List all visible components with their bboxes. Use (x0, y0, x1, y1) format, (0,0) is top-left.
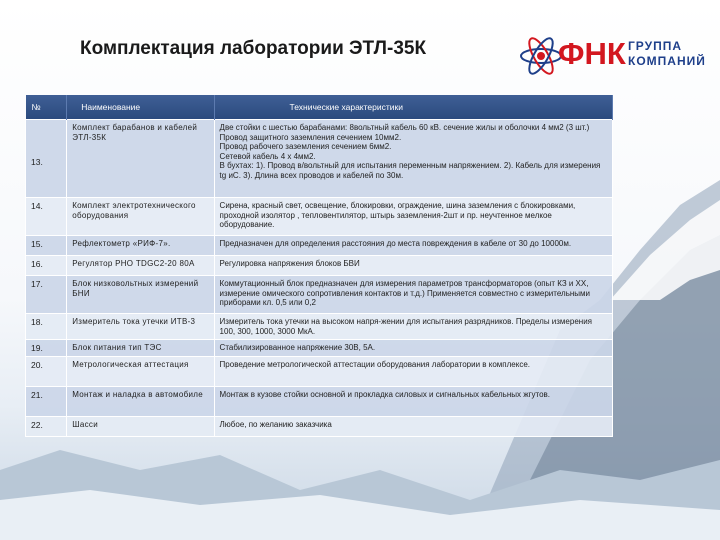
row-name: Измеритель тока утечки ИТВ-3 (67, 314, 214, 340)
equipment-table (25, 95, 613, 437)
table-row (26, 198, 613, 236)
row-name: Монтаж и наладка в автомобиле (67, 387, 214, 417)
row-number: 18. (26, 314, 67, 340)
row-characteristics: Измеритель тока утечки на высоком напря-жении для испытания разрядников. Пределы измерения 100, 300, 1000, 3000 МкА. (214, 314, 612, 340)
table-header-row (26, 95, 613, 120)
row-number: 15. (26, 236, 67, 256)
header-name: Наименование (67, 95, 214, 120)
table-row (26, 417, 613, 437)
table-row (26, 340, 613, 357)
table-row (26, 120, 613, 198)
row-characteristics: Сирена, красный свет, освещение, блокировки, ограждение, шина заземления с блокировками, проходной изолятор , тепловентилятор, штырь заземления-2шт и пр. неучтенное мелкое оборудование. (214, 198, 612, 236)
row-name: Комплект барабанов и кабелей ЭТЛ-35К (67, 120, 214, 198)
row-number: 22. (26, 417, 67, 437)
row-name: Метрологическая аттестация (67, 357, 214, 387)
logo-sub-text-1: ГРУППА (628, 39, 683, 53)
row-number: 20. (26, 357, 67, 387)
row-characteristics: Любое, по желанию заказчика (214, 417, 612, 437)
row-number: 17. (26, 276, 67, 314)
row-name: Шасси (67, 417, 214, 437)
row-number: 14. (26, 198, 67, 236)
row-characteristics: Стабилизированное напряжение 30В, 5А. (214, 340, 612, 357)
page-title: Комплектация лаборатории ЭТЛ-35К (80, 38, 427, 59)
company-logo (518, 36, 708, 76)
row-number: 13. (26, 120, 67, 198)
row-number: 21. (26, 387, 67, 417)
table-row (26, 276, 613, 314)
table-row (26, 357, 613, 387)
logo-sub-text-2: КОМПАНИЙ (628, 54, 706, 68)
header-characteristics: Технические характеристики (214, 95, 612, 120)
row-name: Комплект электротехнического оборудования (67, 198, 214, 236)
row-characteristics: Две стойки с шестью барабанами: 8вольтный кабель 60 кВ. сечение жилы и оболочки 4 мм2 (3 шт.) Провод защитного заземления сечением 10мм2. Провод рабочего заземления сечением 6мм2. Сетевой кабель 4 х 4мм2. В бухтах: 1). Провод в/вольтный для испытания переменным напряжением. 2). Кабель для измерения tg иС. 3). Длина всех проводов и кабелей по 30м. (214, 120, 612, 198)
row-characteristics: Коммутационный блок предназначен для измерения параметров трансформаторов (опыт КЗ и ХХ, измерение омического сопротивления контактов и т.д.) Применяется совместно с измерительными приборами кл. 0,5 или 0,2 (214, 276, 612, 314)
row-characteristics: Проведение метрологической аттестации оборудования лаборатории в комплексе. (214, 357, 612, 387)
row-number: 19. (26, 340, 67, 357)
table-row (26, 256, 613, 276)
row-name: Регулятор РНО TDGC2-20 80А (67, 256, 214, 276)
row-name: Рефлектометр «РИФ-7». (67, 236, 214, 256)
table-row (26, 236, 613, 256)
table-row (26, 387, 613, 417)
table-row (26, 314, 613, 340)
row-name: Блок низковольтных измерений БНИ (67, 276, 214, 314)
header-number: № (26, 95, 67, 120)
row-characteristics: Предназначен для определения расстояния до места повреждения в кабеле от 30 до 10000м. (214, 236, 612, 256)
row-number: 16. (26, 256, 67, 276)
row-characteristics: Регулировка напряжения блоков БВИ (214, 256, 612, 276)
row-name: Блок питания тип ТЭС (67, 340, 214, 357)
logo-main-text: ФНК (558, 36, 626, 71)
row-characteristics: Монтаж в кузове стойки основной и прокладка силовых и сигнальных кабельных жгутов. (214, 387, 612, 417)
